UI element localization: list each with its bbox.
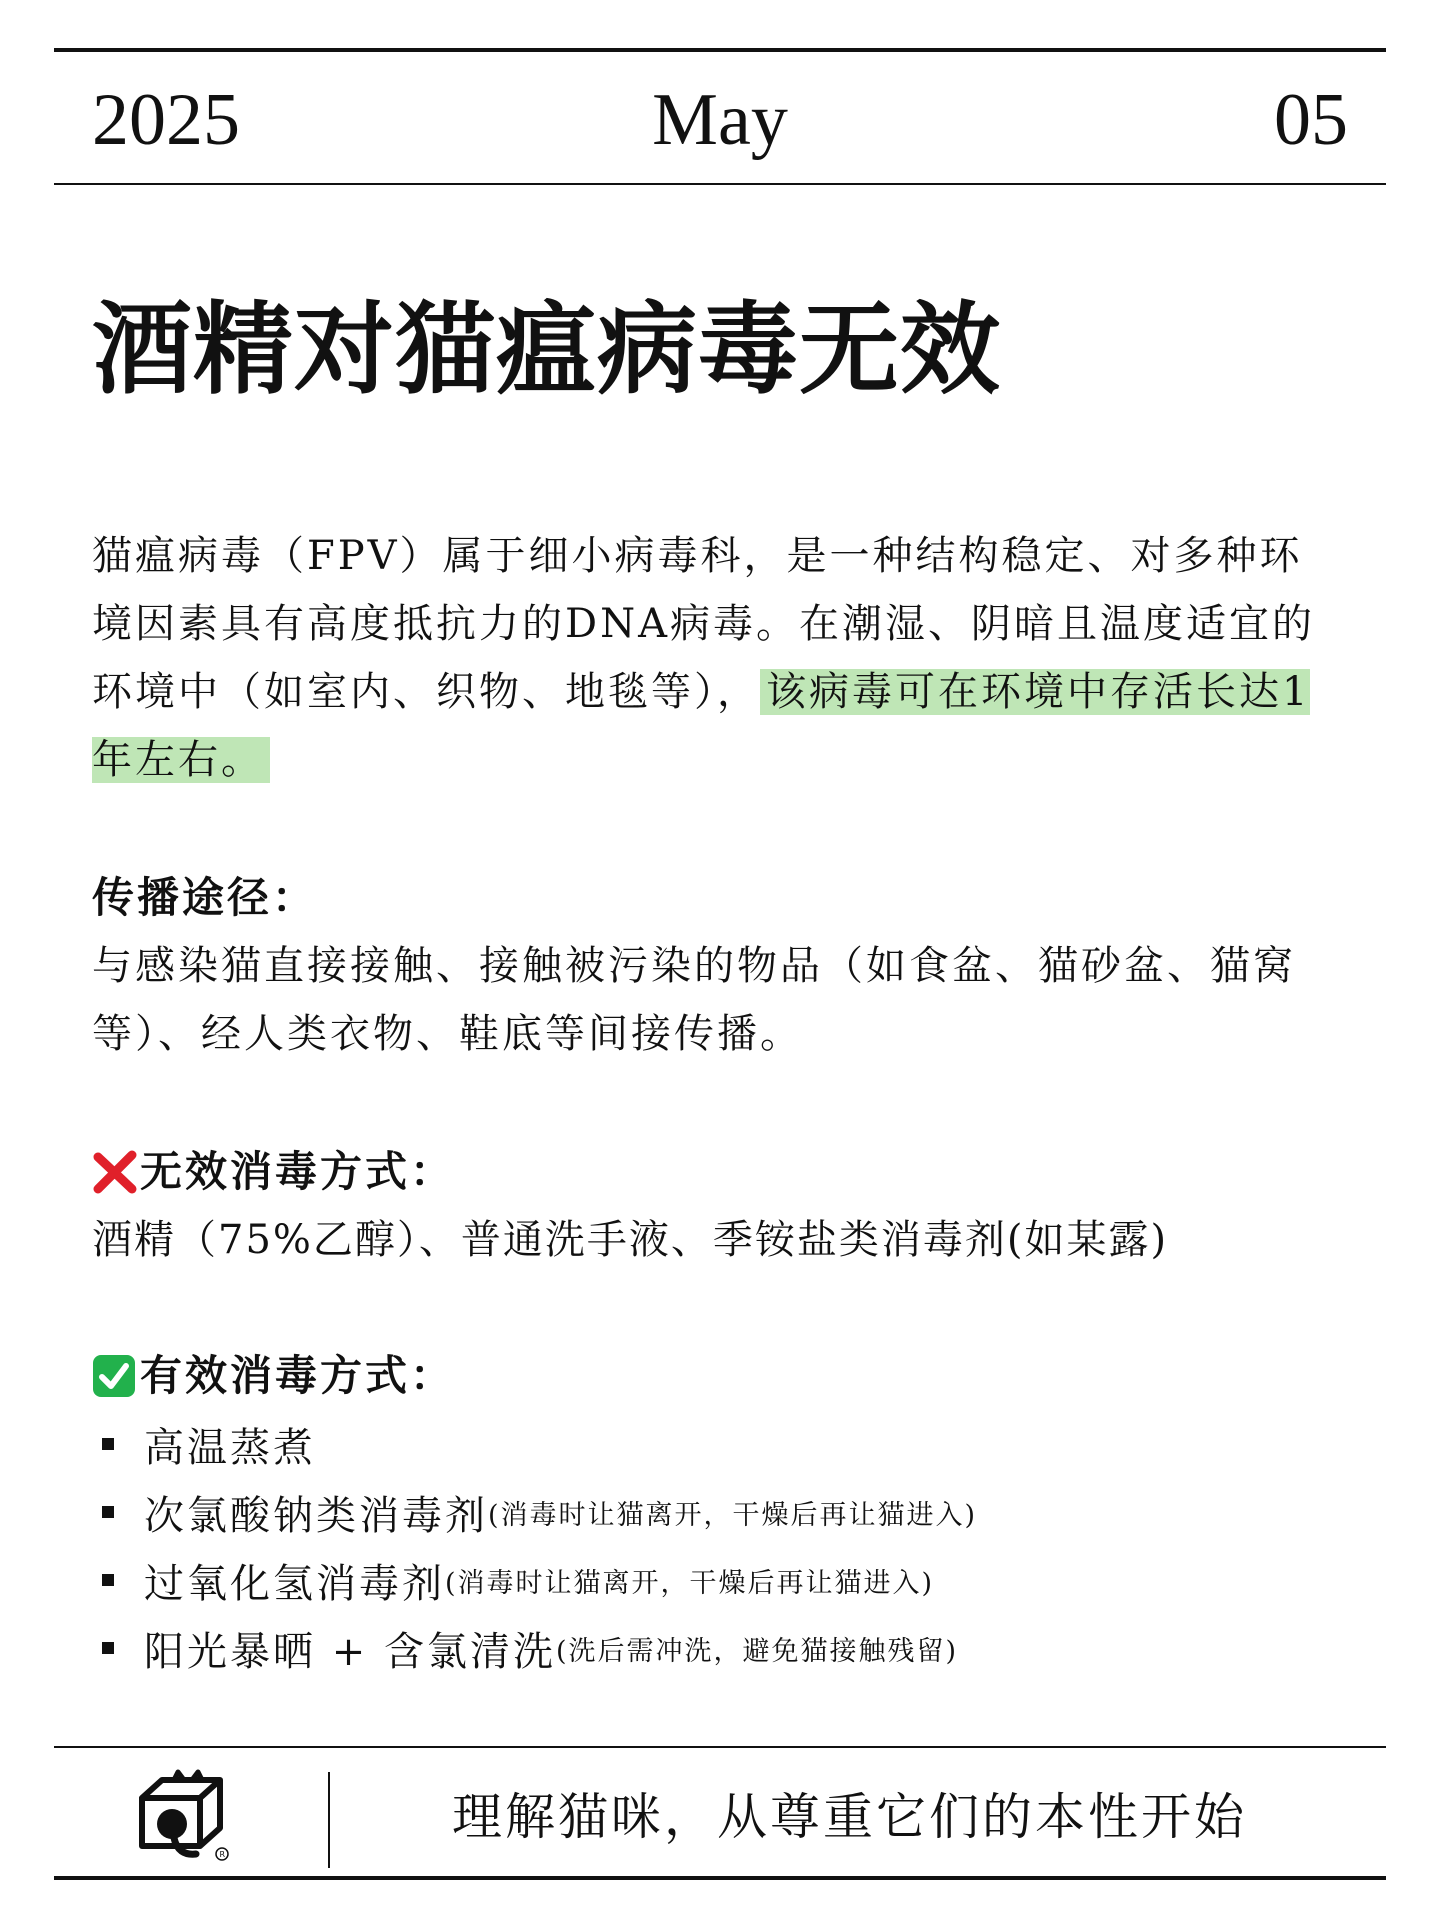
intro-paragraph <box>92 522 1342 794</box>
svg-text:R: R <box>219 1850 226 1859</box>
list-item-main: 次氯酸钠类消毒剂 <box>144 1492 488 1539</box>
date-year: 2025 <box>92 79 240 161</box>
list-item-note: (消毒时让猫离开，干燥后再让猫进入) <box>445 1567 935 1599</box>
invalid-heading: 无效消毒方式： <box>140 1147 456 1196</box>
list-item-note: (洗后需冲洗，避免猫接触残留) <box>555 1635 959 1667</box>
bullet-icon <box>102 1506 114 1518</box>
spread-text: 与感染猫直接接触、接触被污染的物品（如食盆、猫砂盆、猫窝等）、经人类衣物、鞋底等间接传播。 <box>92 943 1296 1057</box>
list-item <box>102 1478 977 1546</box>
intro-text: 猫瘟病毒（FPV）属于细小病毒科，是一种结构稳定、对多种环境因素具有高度抵抗力的DNA病毒。在潮湿、阴暗且温度适宜的环境中（如室内、织物、地毯等）， <box>92 533 1315 715</box>
date-header <box>92 70 1348 170</box>
red-cross-mark-icon <box>92 1149 138 1195</box>
footer-slogan: 理解猫咪，从尊重它们的本性开始 <box>452 1788 1247 1846</box>
green-check-box-icon <box>92 1354 136 1398</box>
bullet-icon <box>102 1642 114 1654</box>
list-item-main: 阳光暴晒 + 含氯清洗 <box>144 1628 556 1675</box>
date-day: 05 <box>1274 79 1348 161</box>
list-item-main: 过氧化氢消毒剂 <box>144 1560 445 1607</box>
intro-highlight: 该病毒可在环境中存活长达1年左右。 <box>92 669 1311 783</box>
valid-heading: 有效消毒方式： <box>140 1351 456 1400</box>
header-rule <box>54 183 1386 185</box>
date-month: May <box>652 79 788 161</box>
list-item <box>102 1546 977 1614</box>
footer-rule <box>54 1746 1386 1748</box>
valid-methods-list <box>102 1410 977 1682</box>
invalid-methods-text: 酒精（75%乙醇）、普通洗手液、季铵盐类消毒剂(如某露) <box>92 1217 1169 1263</box>
bullet-icon <box>102 1438 114 1450</box>
page-title: 酒精对猫瘟病毒无效 <box>92 290 1001 408</box>
bullet-icon <box>102 1574 114 1586</box>
bottom-rule <box>54 1876 1386 1880</box>
list-item <box>102 1614 977 1682</box>
list-item-main: 高温蒸煮 <box>144 1424 316 1471</box>
footer-divider <box>328 1772 330 1868</box>
list-item-note: (消毒时让猫离开，干燥后再让猫进入) <box>488 1499 978 1531</box>
list-item <box>102 1410 977 1478</box>
spread-heading: 传播途径： <box>92 873 318 922</box>
top-rule <box>54 48 1386 52</box>
invalid-heading-row <box>92 1142 455 1202</box>
cat-box-logo-icon <box>134 1768 230 1862</box>
valid-heading-row <box>92 1346 455 1406</box>
